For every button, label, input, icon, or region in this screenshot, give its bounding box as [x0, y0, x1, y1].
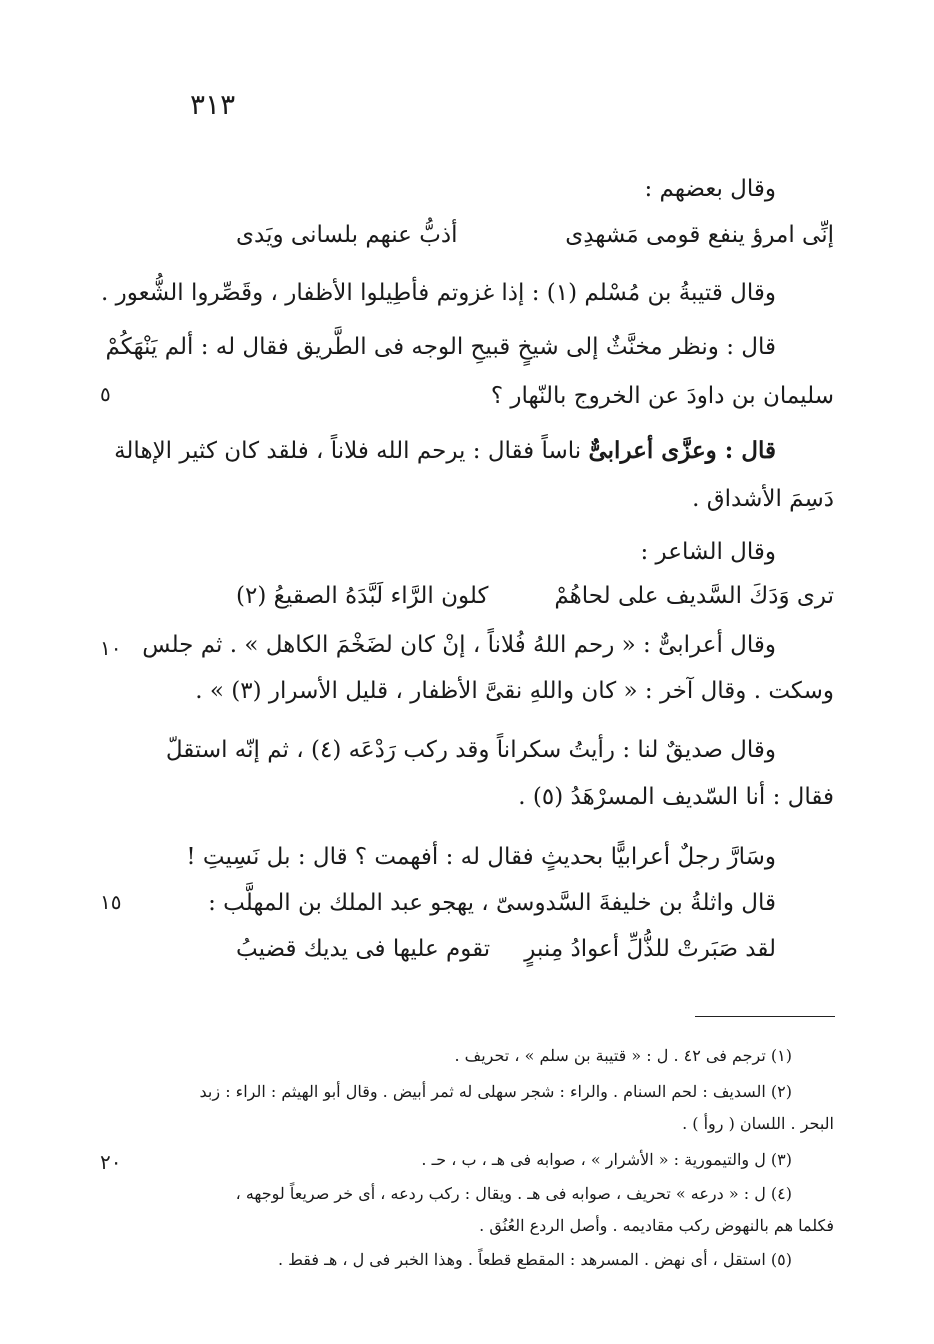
body-line-6: دَسِمَ الأشداق . — [692, 486, 834, 512]
verse-3-first-hemistich: لقد صَبَرتْ للذُّلِّ أعوادُ مِنبرٍ — [524, 936, 776, 962]
body-line-4: سليمان بن داودَ عن الخروج بالنّهار ؟ — [490, 383, 834, 409]
margin-line-number-15: ١٥ — [100, 890, 122, 914]
body-line-10: وقال صديقٌ لنا : رأيتُ سكراناً وقد ركب رَدْعَه (٤) ، ثم إنّه استقلّ — [165, 737, 776, 763]
body-line-1: وقال بعضهم : — [644, 176, 776, 202]
body-line-11: فقال : أنا السّديف المسرْهَدُ (٥) . — [518, 784, 834, 810]
verse-2-second-hemistich: كلون الرَّاء لَبَّدَهُ الصقيعُ (٢) — [236, 583, 489, 609]
margin-line-number-5: ٥ — [100, 382, 111, 406]
body-line-5-bold: قال : وعزَّى أعرابىٌّ — [588, 437, 776, 464]
body-line-12: وسَارَّ رجلٌ أعرابيًّا بحديثٍ فقال له : أفهمت ؟ قال : بل نَسِيتِ ! — [186, 844, 776, 870]
footnote-5: (٥) استقل ، أى نهض . المسرهد : المقطع قطعاً . وهذا الخبر فى ل ، هـ فقط . — [277, 1250, 792, 1269]
body-line-13: قال واثلةُ بن خليفةَ السَّدوسىّ ، يهجو عبد الملك بن المهلَّب : — [208, 890, 776, 916]
margin-line-number-20: ٢٠ — [100, 1150, 122, 1174]
footnote-separator — [695, 1016, 835, 1017]
body-line-5-rest: ناساً فقال : يرحم الله فلاناً ، فلقد كان كثير الإهالة — [114, 438, 589, 464]
page-number: ٣١٣ — [190, 88, 236, 121]
body-line-9: وسكت . وقال آخر : « كان واللهِ نقىَّ الأظفار ، قليل الأسرار (٣) » . — [195, 678, 834, 704]
body-line-3: قال : ونظر مخنَّثٌ إلى شيخٍ قبيحِ الوجه فى الطَّريق فقال له : ألم يَنْهَكُمْ — [105, 334, 776, 360]
verse-1-second-hemistich: أذبُّ عنهم بلسانى ويَدى — [236, 222, 458, 248]
footnote-4-line-2: فكلما هم بالنهوض ركب مقاديمه . وأصل الردع العُنُق . — [479, 1216, 834, 1235]
body-line-5 — [114, 434, 776, 468]
footnote-2-line-1: (٢) السديف : لحم السنام . والراء : شجر سهلى له ثمر أبيض . وقال أبو الهيثم : الراء : زبد — [199, 1082, 792, 1101]
body-line-8: وقال أعرابىٌّ : « رحم اللهُ فُلاناً ، إنْ كان لضَخْمَ الكاهل » . ثم جلس — [142, 632, 776, 658]
verse-3-second-hemistich: تقوم عليها فى يديك قضيبُ — [236, 936, 491, 962]
footnote-1: (١) ترجم فى ٤٢ . ل : « قتيبة بن سلم » ، تحريف . — [454, 1046, 792, 1065]
footnote-4-line-1: (٤) ل : « درعه » تحريف ، صوابه فى هـ . ويقال : ركب ردعه ، أى خر صريعاً لوجهه ، — [235, 1184, 792, 1203]
verse-1-first-hemistich: إنِّى امرؤ ينفع قومى مَشهدِى — [565, 222, 834, 248]
verse-2-first-hemistich: ترى وَدَكَ السَّديف على لحاهُمْ — [554, 583, 834, 609]
body-line-2: وقال قتيبةُ بن مُسْلم (١) : إذا غزوتم فأطِيلوا الأظفار ، وقَصِّروا الشُّعور . — [101, 280, 776, 306]
footnote-2-line-2: البحر . اللسان ( روأ ) . — [682, 1114, 834, 1133]
body-line-7: وقال الشاعر : — [640, 539, 776, 565]
footnote-3: (٣) ل والتيمورية : « الأشرار » ، صوابه فى هـ ، ب ، حـ . — [421, 1150, 792, 1169]
margin-line-number-10: ١٠ — [100, 636, 122, 660]
